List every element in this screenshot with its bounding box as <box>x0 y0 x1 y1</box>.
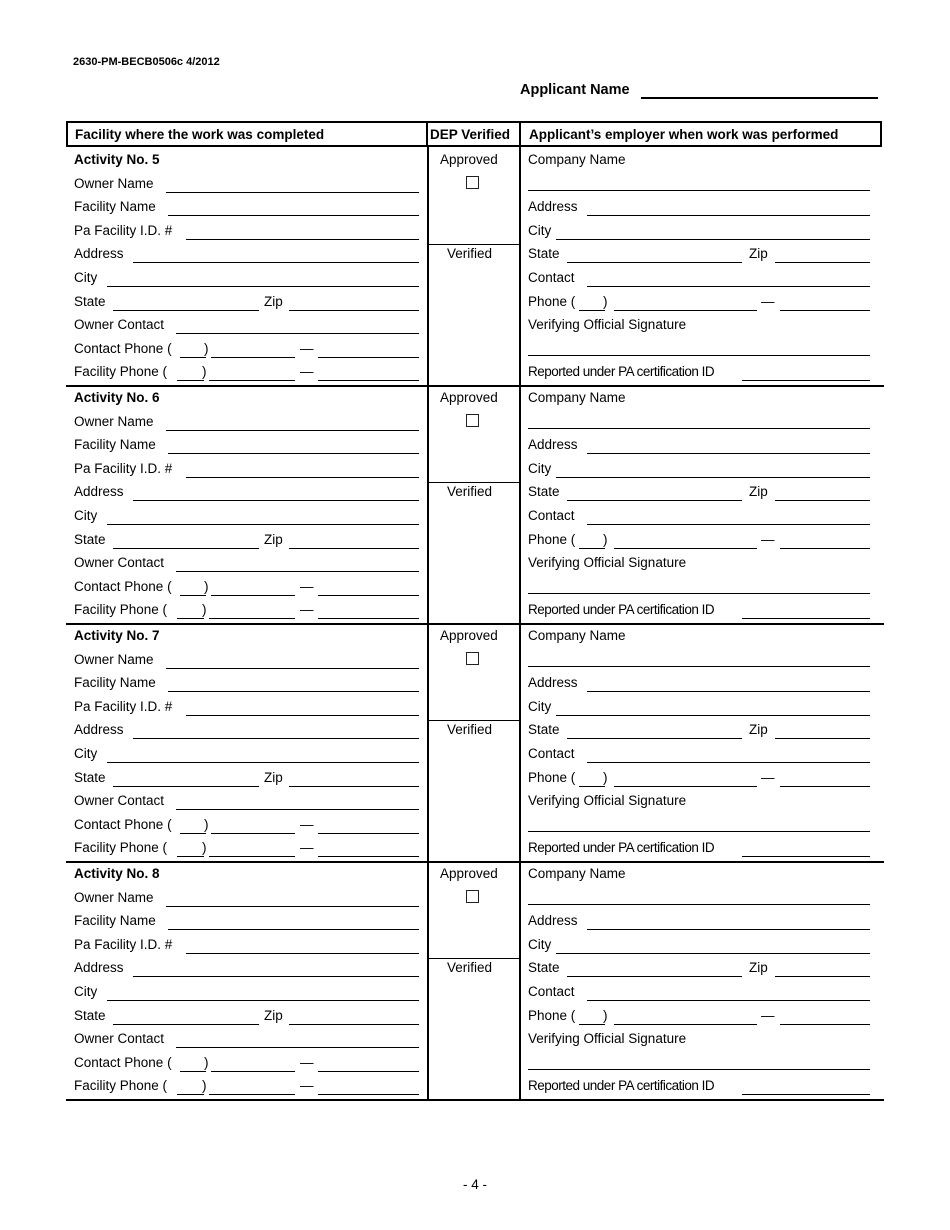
owner-contact-field[interactable] <box>176 1047 419 1048</box>
facility-name-field[interactable] <box>168 215 419 216</box>
dash: — <box>300 364 314 380</box>
employer-address-field[interactable] <box>587 691 870 692</box>
employer-city-label: City <box>528 698 552 714</box>
address-label: Address <box>74 722 124 738</box>
owner-contact-label: Owner Contact <box>74 793 165 809</box>
employer-address-label: Address <box>528 199 578 215</box>
contact-phone-prefix-field[interactable] <box>211 1071 295 1072</box>
contact-phone-prefix-field[interactable] <box>211 357 295 358</box>
owner-name-label: Owner Name <box>74 651 154 667</box>
employer-address-field[interactable] <box>587 453 870 454</box>
paren-close: ) <box>603 1007 608 1023</box>
employer-phone-line-field[interactable] <box>780 786 870 787</box>
employer-city-field[interactable] <box>556 239 870 240</box>
contact-phone-prefix-field[interactable] <box>211 833 295 834</box>
zip-field[interactable] <box>289 1024 419 1025</box>
employer-zip-field[interactable] <box>775 738 870 739</box>
employer-city-field[interactable] <box>556 477 870 478</box>
employer-address-field[interactable] <box>587 215 870 216</box>
header-employer: Applicant’s employer when work was performed <box>529 127 839 142</box>
paren-close: ) <box>603 531 608 547</box>
state-field[interactable] <box>113 786 259 787</box>
employer-contact-label: Contact <box>528 746 575 761</box>
zip-label: Zip <box>264 769 283 785</box>
owner-name-label: Owner Name <box>74 413 154 429</box>
owner-contact-label: Owner Contact <box>74 1031 165 1047</box>
employer-contact-label: Contact <box>528 984 575 999</box>
employer-state-label: State <box>528 484 560 500</box>
paren-close: ) <box>202 364 207 380</box>
contact-phone-label: Contact Phone ( <box>74 340 172 356</box>
employer-city-label: City <box>528 222 552 238</box>
facility-phone-line-field[interactable] <box>318 856 419 857</box>
employer-phone-prefix-field[interactable] <box>614 786 757 787</box>
activity-7-title: Activity No. 7 <box>74 628 160 643</box>
verifying-signature-label: Verifying Official Signature <box>528 1031 687 1047</box>
employer-city-field[interactable] <box>556 715 870 716</box>
pa-certification-id-field[interactable] <box>742 618 870 619</box>
activity-6-middle-divider <box>427 482 519 483</box>
activity-8-bottom-border <box>66 1099 884 1101</box>
facility-name-label: Facility Name <box>74 675 156 691</box>
pa-facility-id-label: Pa Facility I.D. # <box>74 460 173 476</box>
facility-phone-prefix-field[interactable] <box>209 1094 295 1095</box>
contact-phone-line-field[interactable] <box>318 1071 419 1072</box>
activity-6-title: Activity No. 6 <box>74 390 160 405</box>
reported-under-label: Reported under PA certification ID <box>528 364 715 380</box>
zip-field[interactable] <box>289 786 419 787</box>
address-field[interactable] <box>133 976 419 977</box>
city-field[interactable] <box>107 1000 419 1001</box>
activity-5-verified-label: Verified <box>447 246 493 262</box>
contact-phone-area-field[interactable] <box>180 1071 206 1072</box>
employer-address-label: Address <box>528 437 578 453</box>
pa-facility-id-field[interactable] <box>186 239 419 240</box>
facility-phone-prefix-field[interactable] <box>209 856 295 857</box>
dash: — <box>761 1007 775 1023</box>
activity-6-approved-checkbox[interactable] <box>466 414 479 427</box>
facility-phone-area-field[interactable] <box>177 1094 204 1095</box>
company-name-field[interactable] <box>528 904 870 905</box>
employer-state-label: State <box>528 722 560 738</box>
owner-name-field[interactable] <box>166 430 419 431</box>
company-name-label: Company Name <box>528 390 626 405</box>
owner-name-field[interactable] <box>166 906 419 907</box>
pa-facility-id-field[interactable] <box>186 477 419 478</box>
header-facility: Facility where the work was completed <box>75 127 325 142</box>
pa-facility-id-label: Pa Facility I.D. # <box>74 698 173 714</box>
facility-phone-line-field[interactable] <box>318 1094 419 1095</box>
dash: — <box>761 769 775 785</box>
activity-8-verified-label: Verified <box>447 960 493 976</box>
state-label: State <box>74 1007 106 1023</box>
employer-address-label: Address <box>528 913 578 929</box>
state-field[interactable] <box>113 310 259 311</box>
facility-phone-area-field[interactable] <box>177 856 204 857</box>
paren-close: ) <box>202 840 207 856</box>
employer-zip-field[interactable] <box>775 500 870 501</box>
page-number: - 4 - <box>462 1177 487 1192</box>
zip-field[interactable] <box>289 548 419 549</box>
dash: — <box>300 578 314 594</box>
owner-contact-label: Owner Contact <box>74 317 165 333</box>
facility-phone-label: Facility Phone ( <box>74 602 168 618</box>
employer-contact-label: Contact <box>528 270 575 285</box>
employer-phone-label: Phone ( <box>528 293 576 309</box>
state-label: State <box>74 531 106 547</box>
city-label: City <box>74 508 98 523</box>
contact-phone-label: Contact Phone ( <box>74 578 172 594</box>
dash: — <box>761 531 775 547</box>
facility-phone-area-field[interactable] <box>177 380 204 381</box>
facility-phone-line-field[interactable] <box>318 380 419 381</box>
owner-contact-field[interactable] <box>176 333 419 334</box>
employer-state-field[interactable] <box>567 262 742 263</box>
dash: — <box>761 293 775 309</box>
activity-7-bottom-border <box>66 861 884 863</box>
pa-facility-id-label: Pa Facility I.D. # <box>74 936 173 952</box>
address-label: Address <box>74 246 124 262</box>
employer-phone-area-field[interactable] <box>579 1024 605 1025</box>
reported-under-label: Reported under PA certification ID <box>528 602 715 618</box>
employer-phone-area-field[interactable] <box>579 310 605 311</box>
employer-city-label: City <box>528 460 552 476</box>
paren-close: ) <box>603 293 608 309</box>
facility-name-field[interactable] <box>168 453 419 454</box>
pa-facility-id-label: Pa Facility I.D. # <box>74 222 173 238</box>
pa-certification-id-field[interactable] <box>742 1094 870 1095</box>
pa-facility-id-field[interactable] <box>186 953 419 954</box>
contact-phone-area-field[interactable] <box>180 595 206 596</box>
employer-zip-field[interactable] <box>775 262 870 263</box>
employer-state-label: State <box>528 960 560 976</box>
activity-7-approved-label: Approved <box>440 628 498 643</box>
employer-phone-prefix-field[interactable] <box>614 1024 757 1025</box>
city-field[interactable] <box>107 762 419 763</box>
paren-close: ) <box>202 602 207 618</box>
employer-address-field[interactable] <box>587 929 870 930</box>
paren-close: ) <box>204 816 209 832</box>
employer-phone-area-field[interactable] <box>579 548 605 549</box>
contact-phone-area-field[interactable] <box>180 357 206 358</box>
city-field[interactable] <box>107 524 419 525</box>
contact-phone-prefix-field[interactable] <box>211 595 295 596</box>
employer-phone-area-field[interactable] <box>579 786 605 787</box>
paren-close: ) <box>202 1078 207 1094</box>
employer-state-field[interactable] <box>567 500 742 501</box>
activity-5-approved-checkbox[interactable] <box>466 176 479 189</box>
company-name-label: Company Name <box>528 866 626 881</box>
owner-name-field[interactable] <box>166 192 419 193</box>
header-dep-verified: DEP Verified <box>430 127 511 142</box>
activity-5-title: Activity No. 5 <box>74 152 160 167</box>
contact-phone-area-field[interactable] <box>180 833 206 834</box>
company-name-label: Company Name <box>528 628 626 643</box>
activity-8-middle-divider <box>427 958 519 959</box>
activity-5-middle-divider <box>427 244 519 245</box>
address-field[interactable] <box>133 500 419 501</box>
verifying-signature-label: Verifying Official Signature <box>528 555 687 571</box>
verifying-signature-label: Verifying Official Signature <box>528 317 687 333</box>
paren-close: ) <box>603 769 608 785</box>
city-label: City <box>74 270 98 285</box>
address-field[interactable] <box>133 262 419 263</box>
address-label: Address <box>74 484 124 500</box>
employer-zip-label: Zip <box>749 960 768 976</box>
contact-phone-line-field[interactable] <box>318 357 419 358</box>
activity-6-approved-label: Approved <box>440 390 498 405</box>
form-code: 2630-PM-BECB0506c 4/2012 <box>73 56 220 68</box>
employer-phone-prefix-field[interactable] <box>614 310 757 311</box>
dash: — <box>300 1078 314 1094</box>
employer-phone-label: Phone ( <box>528 531 576 547</box>
contact-phone-label: Contact Phone ( <box>74 816 172 832</box>
contact-phone-line-field[interactable] <box>318 595 419 596</box>
employer-contact-field[interactable] <box>587 286 870 287</box>
city-label: City <box>74 984 98 999</box>
facility-phone-label: Facility Phone ( <box>74 364 168 380</box>
employer-phone-line-field[interactable] <box>780 1024 870 1025</box>
owner-contact-label: Owner Contact <box>74 555 165 571</box>
activity-6-verified-label: Verified <box>447 484 493 500</box>
applicant-name-label: Applicant Name <box>520 82 630 98</box>
owner-name-field[interactable] <box>166 668 419 669</box>
dash: — <box>300 816 314 832</box>
contact-phone-line-field[interactable] <box>318 833 419 834</box>
company-name-field[interactable] <box>528 190 870 191</box>
reported-under-label: Reported under PA certification ID <box>528 840 715 856</box>
owner-name-label: Owner Name <box>74 175 154 191</box>
dash: — <box>300 1054 314 1070</box>
address-field[interactable] <box>133 738 419 739</box>
employer-contact-label: Contact <box>528 508 575 523</box>
employer-zip-label: Zip <box>749 246 768 262</box>
facility-phone-label: Facility Phone ( <box>74 840 168 856</box>
employer-phone-label: Phone ( <box>528 1007 576 1023</box>
employer-state-field[interactable] <box>567 738 742 739</box>
employer-phone-line-field[interactable] <box>780 548 870 549</box>
activity-8-title: Activity No. 8 <box>74 866 160 881</box>
paren-close: ) <box>204 1054 209 1070</box>
pa-certification-id-field[interactable] <box>742 856 870 857</box>
zip-label: Zip <box>264 1007 283 1023</box>
employer-phone-prefix-field[interactable] <box>614 548 757 549</box>
facility-phone-prefix-field[interactable] <box>209 380 295 381</box>
employer-state-field[interactable] <box>567 976 742 977</box>
city-field[interactable] <box>107 286 419 287</box>
owner-contact-field[interactable] <box>176 809 419 810</box>
state-label: State <box>74 293 106 309</box>
activity-7-verified-label: Verified <box>447 722 493 738</box>
city-label: City <box>74 746 98 761</box>
facility-phone-prefix-field[interactable] <box>209 618 295 619</box>
employer-contact-field[interactable] <box>587 762 870 763</box>
employer-phone-label: Phone ( <box>528 769 576 785</box>
facility-name-label: Facility Name <box>74 913 156 929</box>
activity-5-approved-label: Approved <box>440 152 498 167</box>
contact-phone-label: Contact Phone ( <box>74 1054 172 1070</box>
activity-6-bottom-border <box>66 623 884 625</box>
zip-label: Zip <box>264 293 283 309</box>
employer-phone-line-field[interactable] <box>780 310 870 311</box>
employer-city-field[interactable] <box>556 953 870 954</box>
employer-zip-label: Zip <box>749 722 768 738</box>
paren-close: ) <box>204 340 209 356</box>
employer-address-label: Address <box>528 675 578 691</box>
activity-7-approved-checkbox[interactable] <box>466 652 479 665</box>
activity-7-middle-divider <box>427 720 519 721</box>
employer-contact-field[interactable] <box>587 524 870 525</box>
employer-state-label: State <box>528 246 560 262</box>
employer-city-label: City <box>528 936 552 952</box>
address-label: Address <box>74 960 124 976</box>
state-label: State <box>74 769 106 785</box>
activity-8-approved-checkbox[interactable] <box>466 890 479 903</box>
facility-phone-area-field[interactable] <box>177 618 204 619</box>
facility-name-field[interactable] <box>168 929 419 930</box>
dash: — <box>300 602 314 618</box>
facility-name-label: Facility Name <box>74 437 156 453</box>
owner-name-label: Owner Name <box>74 889 154 905</box>
facility-name-field[interactable] <box>168 691 419 692</box>
employer-contact-field[interactable] <box>587 1000 870 1001</box>
verifying-signature-field[interactable] <box>528 593 870 594</box>
state-field[interactable] <box>113 1024 259 1025</box>
verifying-signature-field[interactable] <box>528 831 870 832</box>
zip-field[interactable] <box>289 310 419 311</box>
verifying-signature-field[interactable] <box>528 355 870 356</box>
verifying-signature-field[interactable] <box>528 1069 870 1070</box>
facility-name-label: Facility Name <box>74 199 156 215</box>
facility-phone-label: Facility Phone ( <box>74 1078 168 1094</box>
zip-label: Zip <box>264 531 283 547</box>
owner-contact-field[interactable] <box>176 571 419 572</box>
dash: — <box>300 840 314 856</box>
employer-zip-field[interactable] <box>775 976 870 977</box>
company-name-field[interactable] <box>528 666 870 667</box>
state-field[interactable] <box>113 548 259 549</box>
facility-phone-line-field[interactable] <box>318 618 419 619</box>
pa-facility-id-field[interactable] <box>186 715 419 716</box>
dash: — <box>300 340 314 356</box>
paren-close: ) <box>204 578 209 594</box>
activity-8-approved-label: Approved <box>440 866 498 881</box>
company-name-label: Company Name <box>528 152 626 167</box>
verifying-signature-label: Verifying Official Signature <box>528 793 687 809</box>
activity-5-bottom-border <box>66 385 884 387</box>
reported-under-label: Reported under PA certification ID <box>528 1078 715 1094</box>
employer-zip-label: Zip <box>749 484 768 500</box>
company-name-field[interactable] <box>528 428 870 429</box>
pa-certification-id-field[interactable] <box>742 380 870 381</box>
